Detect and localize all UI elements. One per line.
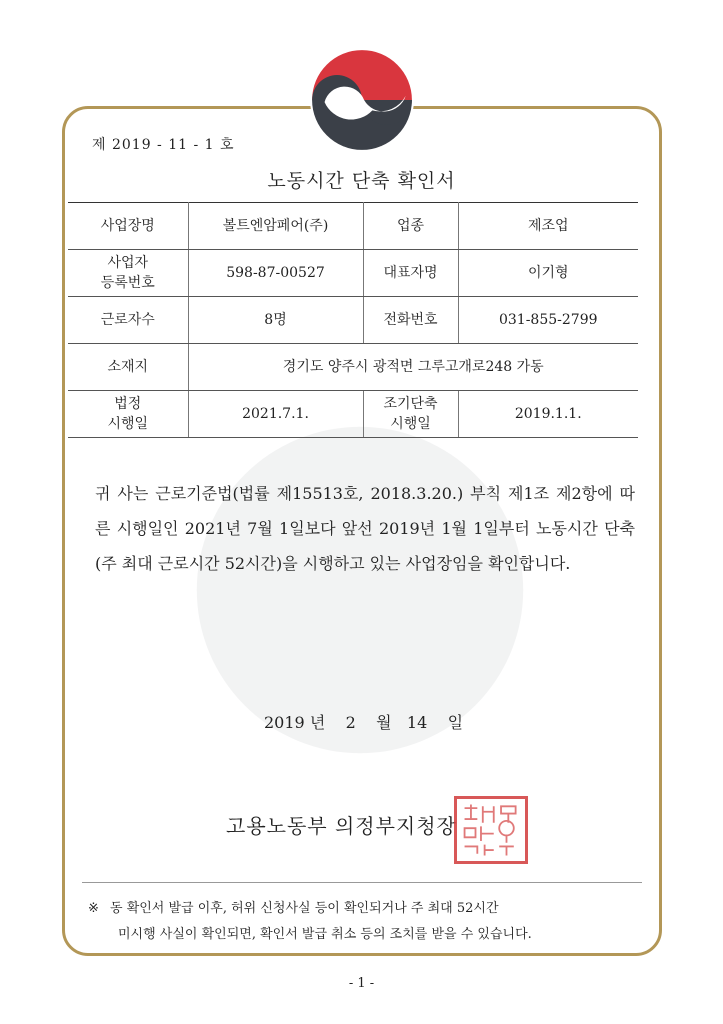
- issue-date: [264, 710, 463, 733]
- issuer-name: 고용노동부 의정부지청장: [226, 814, 457, 838]
- label-line: 사업자: [107, 255, 149, 271]
- notice-line: 미시행 사실이 확인되면, 확인서 발급 취소 등의 조치를 받을 수 있습니다.: [118, 927, 532, 942]
- label-line: 등록번호: [100, 275, 155, 291]
- info-table: [68, 202, 638, 438]
- phone-label: 전화번호: [363, 297, 458, 344]
- table-row: [68, 391, 638, 438]
- label-line: 시행일: [107, 416, 149, 432]
- representative-label: 대표자명: [363, 250, 458, 297]
- address-value: 경기도 양주시 광적면 그루고개로248 가동: [188, 344, 638, 391]
- government-emblem-icon: [310, 48, 414, 152]
- industry-label: 업종: [363, 203, 458, 250]
- registration-number-value: 598-87-00527: [188, 250, 363, 297]
- notice-line: 동 확인서 발급 이후, 허위 신청사실 등이 확인되거나 주 최대 52시간: [110, 901, 499, 916]
- legal-date-label: [68, 391, 188, 438]
- registration-number-label: [68, 250, 188, 297]
- document-title: 노동시간 단축 확인서: [267, 170, 456, 192]
- table-row: [68, 344, 638, 391]
- label-line: 조기단축: [383, 396, 438, 412]
- table-row: [68, 250, 638, 297]
- date-day: 14: [406, 713, 428, 732]
- page-number: - 1 -: [348, 976, 375, 991]
- label-line: 시행일: [390, 416, 431, 432]
- business-name-label: 사업장명: [68, 203, 188, 250]
- date-year-unit: 년: [309, 713, 326, 732]
- official-seal-icon: [454, 796, 528, 864]
- representative-value: 이기형: [458, 250, 638, 297]
- table-row: [68, 203, 638, 250]
- notice-mark: ※: [88, 901, 99, 916]
- early-date-value: 2019.1.1.: [458, 391, 638, 438]
- employee-count-label: 근로자수: [68, 297, 188, 344]
- business-name-value: 볼트엔암페어(주): [188, 203, 363, 250]
- date-year: 2019: [264, 713, 305, 732]
- label-line: 법정: [114, 396, 142, 412]
- address-label: 소재지: [68, 344, 188, 391]
- document-number: 제 2019 - 11 - 1 호: [92, 137, 235, 153]
- date-day-unit: 일: [447, 713, 464, 732]
- early-date-label: [363, 391, 458, 438]
- legal-date-value: 2021.7.1.: [188, 391, 363, 438]
- industry-value: 제조업: [458, 203, 638, 250]
- date-month-unit: 월: [376, 713, 392, 732]
- notice-divider: [82, 882, 642, 883]
- employee-count-value: 8명: [188, 297, 363, 344]
- phone-value: 031-855-2799: [458, 297, 638, 344]
- table-row: [68, 297, 638, 344]
- notice-text: [88, 896, 626, 948]
- emblem-watermark: [190, 420, 530, 760]
- confirmation-text: 귀 사는 근로기준법(법률 제15513호, 2018.3.20.) 부칙 제1조 제2항에 따른 시행일인 2021년 7월 1일보다 앞선 2019년 1월 1일부터 노동시간 단축(주 최대 근로시간 52시간)을 시행하고 있는 사업장임을 확인합니다.: [95, 484, 635, 573]
- date-month: 2: [345, 713, 356, 732]
